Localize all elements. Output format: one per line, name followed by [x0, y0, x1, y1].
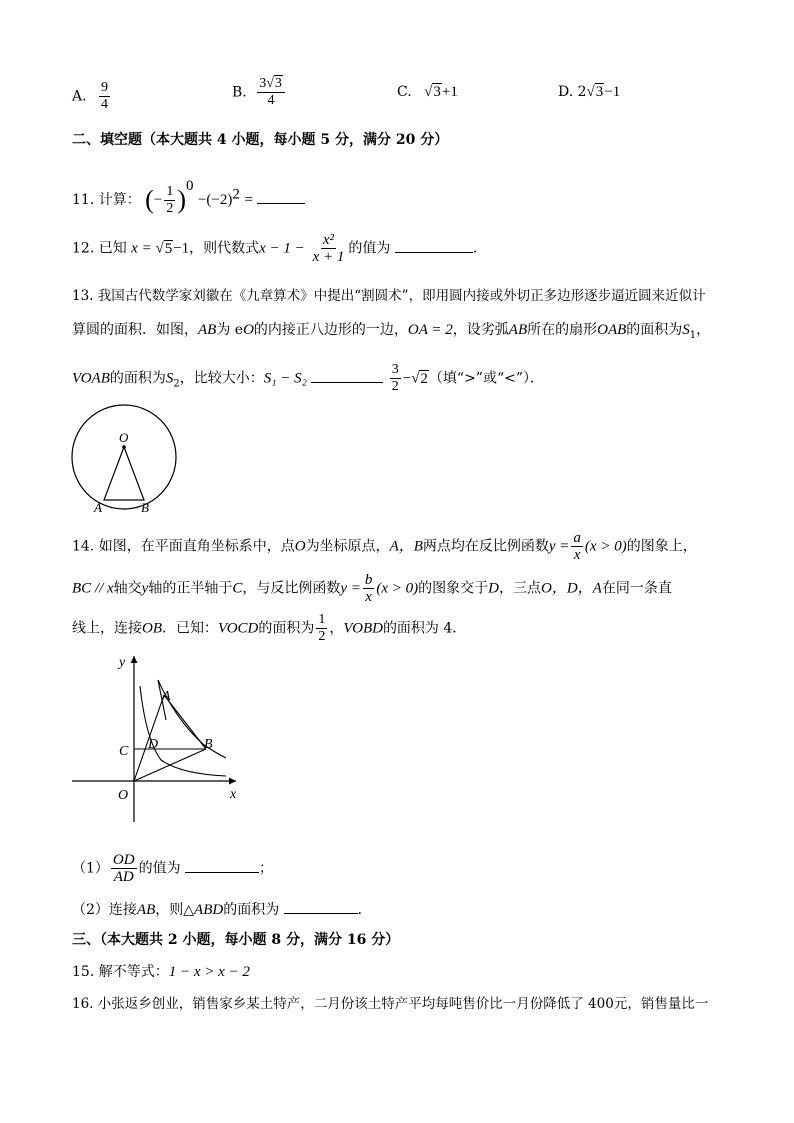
- option-b: B. $\frac{3√3}{4}$: [232, 76, 287, 109]
- triangle-oab: [104, 447, 144, 500]
- question-15: 15. 解不等式：1 − x > x − 2: [72, 964, 250, 980]
- option-b-fraction: $\frac{3√3}{4}$: [257, 76, 285, 109]
- answer-blank-13[interactable]: [311, 368, 383, 383]
- answer-blank-14-2[interactable]: [284, 899, 358, 914]
- question-12: 12. 已知 x = √5−1，则代数式x − 1 − $\frac{\text{x²}}{x + 1}$ 的值为 ．: [72, 232, 487, 265]
- option-a: A. $\frac{9}{4}$: [72, 80, 109, 112]
- label-c: C: [119, 744, 129, 759]
- line-ob: [134, 749, 206, 781]
- label-a: A: [162, 689, 171, 704]
- question-14-line-1: 14. 如图，在平面直角坐标系中，点O为坐标原点，A，B两点均在反比例函数y = $\frac{a}{x}$ (x > 0)的图象上，: [72, 530, 697, 563]
- label-d: D: [148, 737, 159, 752]
- label-o: O: [118, 788, 129, 803]
- option-d: D. 2√3−1: [558, 84, 621, 100]
- question-14-line-3: 线上，连接OB．已知：VOCD的面积为 $\frac{1}{2}$ ，VOBD的面积为 4．: [72, 612, 467, 644]
- circle-figure: [66, 404, 186, 516]
- question-14-sub-2: （2）连接AB，则△ABD的面积为 ．: [72, 899, 372, 920]
- label-x: x: [230, 787, 237, 802]
- question-11: 11. 计算： (− $\frac{1}{2}$ )$^0 -(-2)^2$ =: [72, 176, 305, 217]
- label-o: O: [119, 430, 129, 445]
- question-13-line-1: 13. 我国古代数学家刘徽在《九章算术》中提出“割圆术”，即用圆内接或外切正多边形逐步逼近圆来近似计: [72, 288, 706, 304]
- section-3-heading: 三、（本大题共 2 小题，每小题 8 分，满分 16 分）: [72, 932, 400, 948]
- label-b: B: [204, 737, 213, 752]
- question-16: 16. 小张返乡创业，销售家乡某土特产，二月份该土特产平均每吨售价比一月份降低了 400元，销售量比一: [72, 996, 709, 1012]
- answer-blank-14-1[interactable]: [185, 858, 259, 873]
- coordinate-figure: [66, 650, 246, 828]
- option-c: C. √3+1: [397, 84, 458, 100]
- answer-blank-11[interactable]: [257, 189, 305, 204]
- section-2-heading: 二、填空题（本大题共 4 小题，每小题 5 分，满分 20 分）: [72, 132, 449, 148]
- question-14-line-2: BC // x轴交y轴的正半轴于C，与反比例函数y = $\frac{b}{x}$ (x > 0)的图象交于D，三点O，D，A在同一条直: [72, 572, 672, 605]
- answer-blank-12[interactable]: [395, 238, 473, 253]
- label-y: y: [119, 655, 126, 670]
- label-b: B: [141, 500, 149, 515]
- curve-b-over-x: [140, 686, 226, 776]
- label-a: A: [94, 500, 102, 515]
- question-13-line-2: 算圆的面积．如图，AB为 eO的内接正八边形的一边，OA = 2，设劣弧AB所在的扇形OAB的面积为$S_1$，: [72, 322, 711, 341]
- option-a-fraction: $\frac{9}{4}$: [101, 80, 109, 112]
- question-14-sub-1: （1） $\frac{OD}{AD}$ 的值为 ；: [72, 852, 274, 885]
- circle-o: [72, 405, 176, 509]
- question-13-line-3: VOAB的面积为$S_2$，比较大小：S₁ − S₂ $\frac{3}{2}$ −√2（填“>”或“<”）．: [72, 362, 545, 394]
